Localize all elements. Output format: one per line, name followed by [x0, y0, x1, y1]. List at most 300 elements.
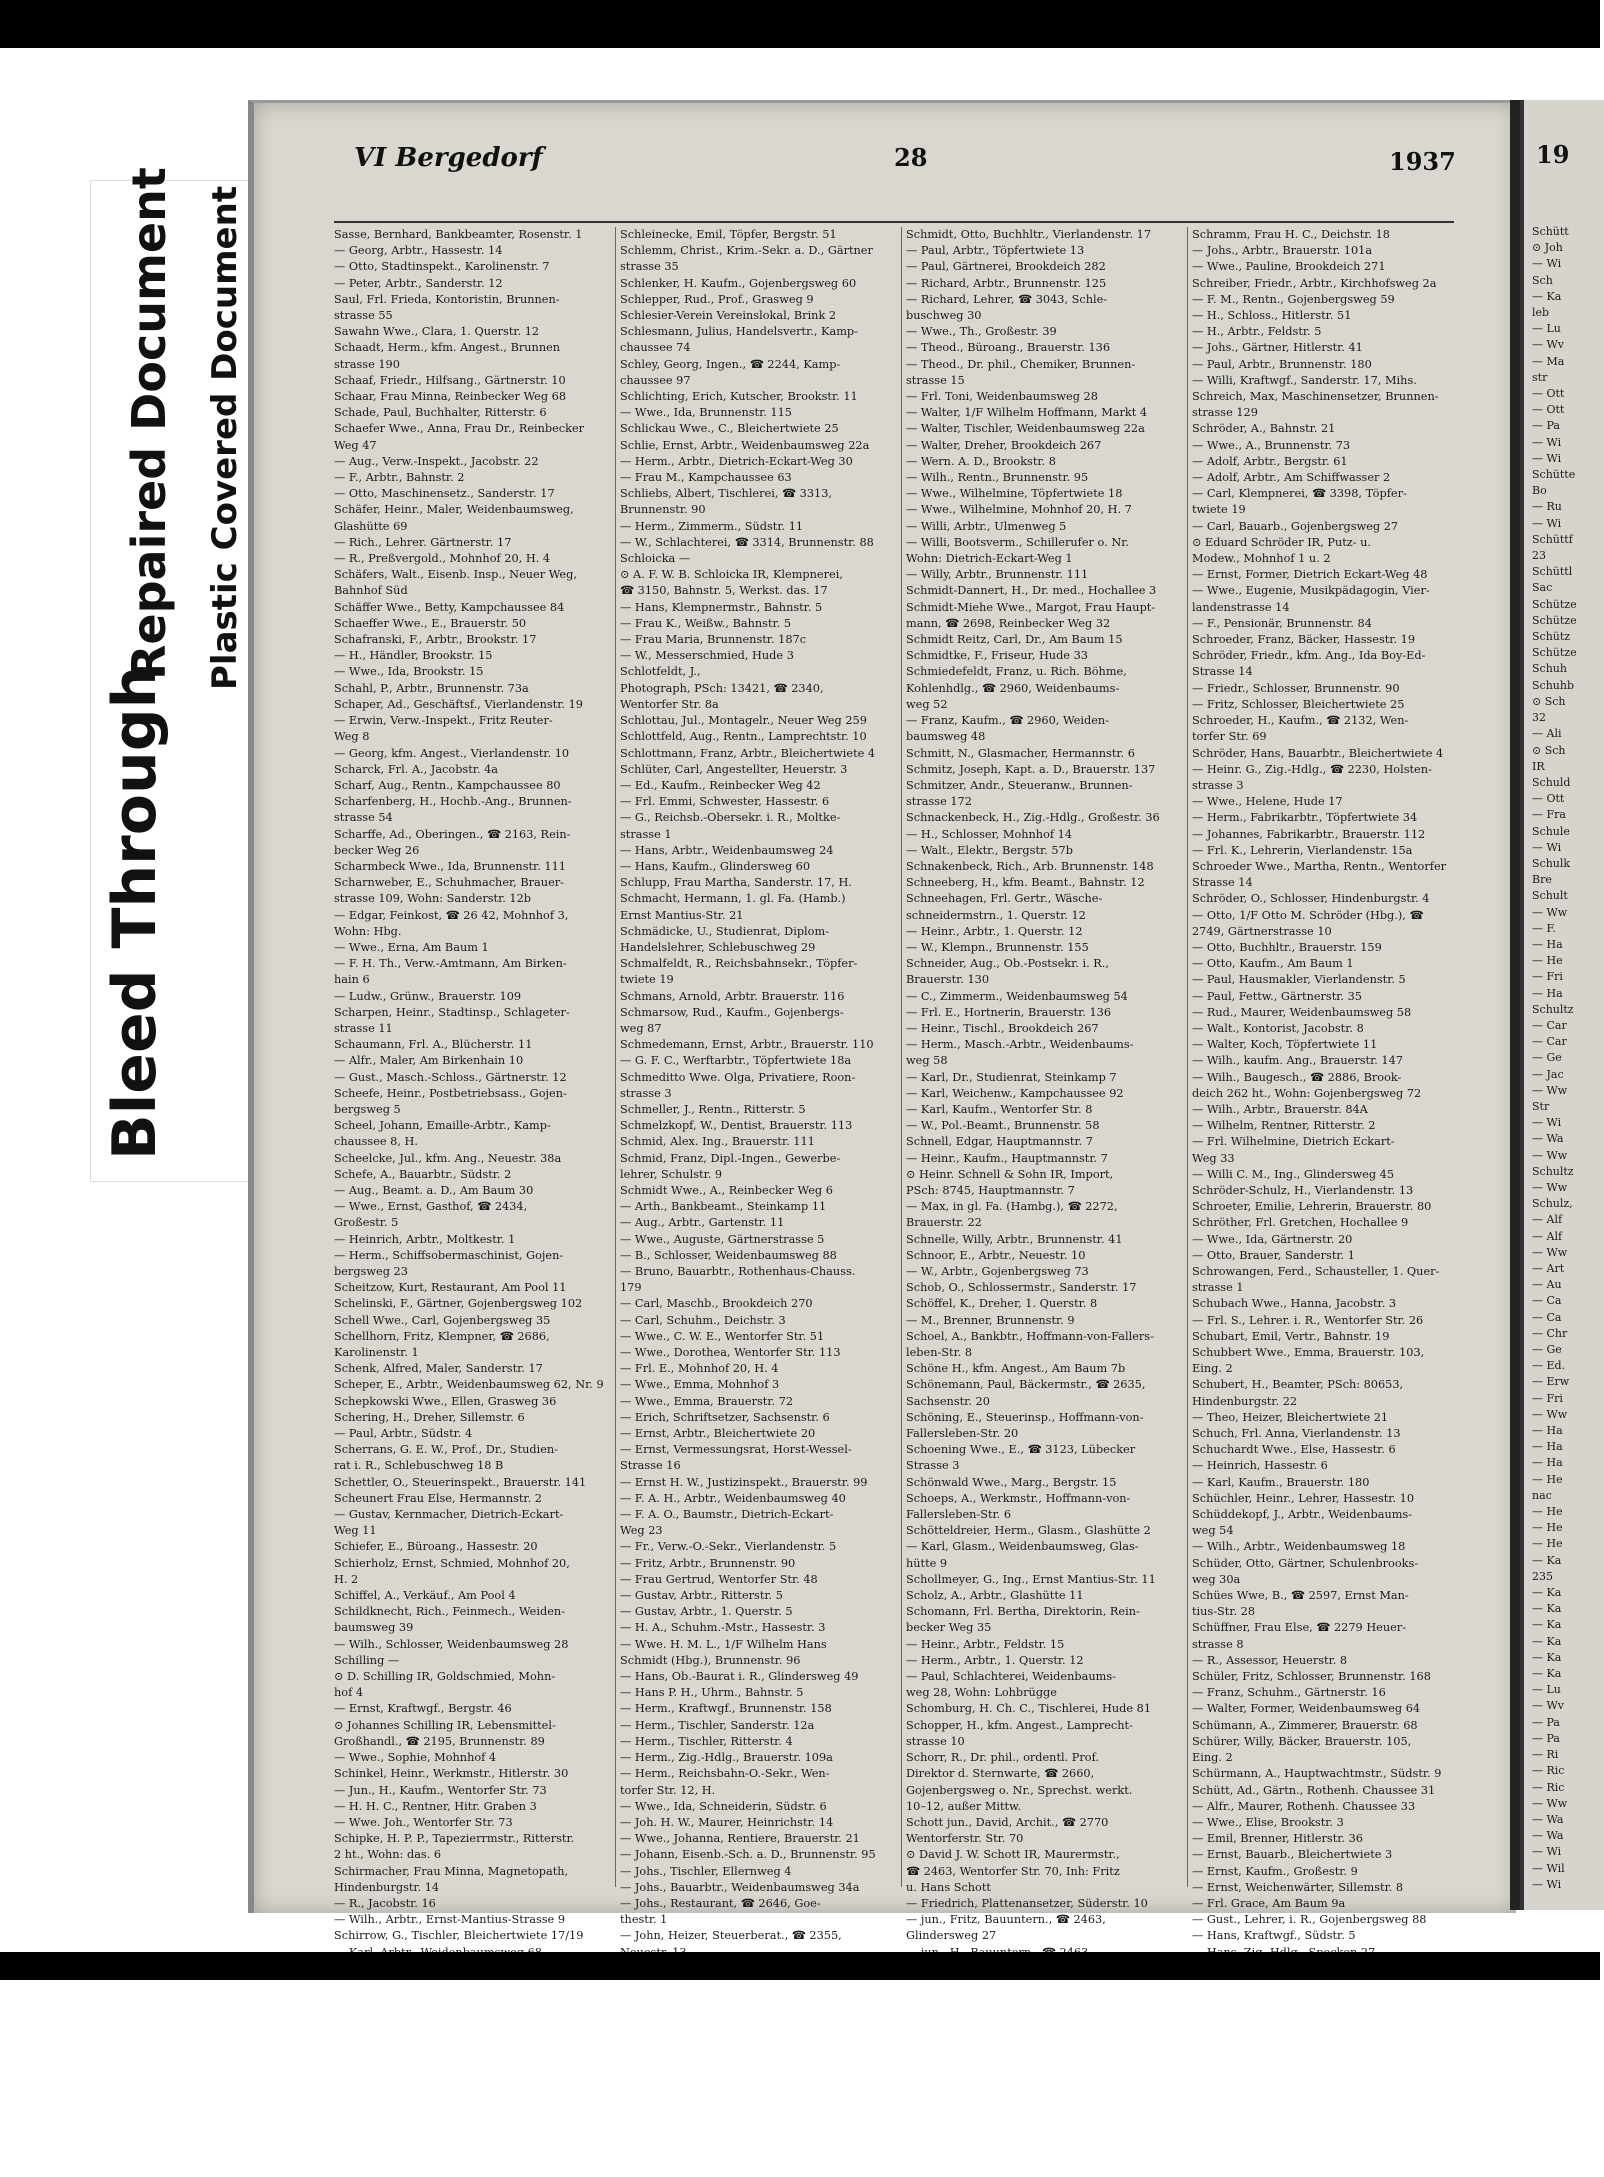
next-page-entry: — Lu	[1532, 322, 1561, 336]
directory-entry: Schroeder, Franz, Bäcker, Hassestr. 19	[1192, 633, 1416, 647]
next-page-entry: — Wi	[1532, 257, 1562, 271]
directory-entry: strasse 15	[906, 373, 965, 387]
directory-entry: — Ernst, Kaufm., Großestr. 9	[1192, 1864, 1358, 1878]
directory-entry: — Frl. Emmi, Schwester, Hassestr. 6	[620, 795, 830, 809]
next-page-entry: — Ma	[1532, 354, 1565, 368]
directory-entry: — F. A. O., Baumstr., Dietrich-Eckart-	[620, 1508, 834, 1522]
directory-entry: Schreich, Max, Maschinensetzer, Brunnen-	[1192, 390, 1439, 404]
directory-entry: strasse 55	[334, 309, 393, 323]
directory-entry: — Karl, Weichenw., Kampchaussee 92	[906, 1086, 1124, 1100]
directory-entry: — Wwe., Erna, Am Baum 1	[334, 940, 489, 954]
directory-entry: Direktor d. Sternwarte, ☎ 2660,	[906, 1767, 1095, 1781]
directory-entry: Schötteldreier, Herm., Glasm., Glashütte 2	[906, 1524, 1151, 1538]
directory-entry: — Wilhelm, Rentner, Ritterstr. 2	[1192, 1119, 1376, 1133]
directory-entry: — Wilh., Arbtr., Brauerstr. 84A	[1192, 1102, 1368, 1116]
directory-entry: Eing. 2	[1192, 1751, 1233, 1765]
directory-entry: — Carl, Maschb., Brookdeich 270	[620, 1297, 813, 1311]
next-page-entry: — Ge	[1532, 1343, 1562, 1357]
directory-entry: Schneehagen, Frl. Gertr., Wäsche-	[906, 892, 1103, 906]
directory-entry: strasse 172	[906, 795, 972, 809]
directory-entry: strasse 190	[334, 357, 400, 371]
next-page-entry: — Lu	[1532, 1683, 1561, 1697]
next-page-entry: — He	[1532, 1472, 1563, 1486]
directory-entry: — Walt., Elektr., Bergstr. 57b	[906, 843, 1073, 857]
directory-entry: — H., Arbtr., Feldstr. 5	[1192, 325, 1322, 339]
directory-entry: Schmidt-Dannert, H., Dr. med., Hochallee 3	[906, 584, 1157, 598]
directory-entry: Schüddekopf, J., Arbtr., Weidenbaums-	[1192, 1508, 1413, 1522]
next-page-entry: — Ali	[1532, 727, 1562, 741]
next-page-entry: — Ru	[1532, 500, 1562, 514]
directory-entry: — Walt., Kontorist, Jacobstr. 8	[1192, 1021, 1364, 1035]
directory-entry: — Gustav, Arbtr., 1. Querstr. 5	[620, 1605, 793, 1619]
directory-entry: Scherrans, G. E. W., Prof., Dr., Studien-	[334, 1443, 558, 1457]
scan-border-bottom	[0, 1952, 1600, 1980]
directory-entry: strasse 3	[1192, 778, 1244, 792]
next-page-entry: str	[1532, 370, 1548, 384]
directory-entry: — Wwe., Emma, Mohnhof 3	[620, 1378, 780, 1392]
directory-entry: Fallersleben-Str. 6	[906, 1508, 1012, 1522]
label-repaired-document: Repaired Document	[122, 167, 176, 680]
next-page-entry: — Ka	[1532, 1618, 1562, 1632]
next-page-entry: — Ca	[1532, 1310, 1562, 1324]
next-page-entry: — Wi	[1532, 1845, 1562, 1859]
directory-entry: — Fritz, Arbtr., Brunnenstr. 90	[620, 1556, 796, 1570]
directory-entry: Schubbert Wwe., Emma, Brauerstr. 103,	[1192, 1346, 1425, 1360]
directory-entry: Schaper, Ad., Geschäftsf., Vierlandenstr. 19	[334, 697, 583, 711]
directory-entry: Schlesmann, Julius, Handelsvertr., Kamp-	[620, 325, 858, 339]
directory-entry: — Frl. Toni, Weidenbaumsweg 28	[906, 390, 1098, 404]
column-1	[334, 227, 612, 1943]
directory-entry: Schley, Georg, Ingen., ☎ 2244, Kamp-	[620, 357, 841, 371]
directory-entry: Schleinecke, Emil, Töpfer, Bergstr. 51	[620, 228, 837, 241]
next-page-entry: Schütt	[1532, 225, 1569, 238]
next-page-entry: — Ka	[1532, 1667, 1562, 1681]
directory-entry: — Otto, Stadtinspekt., Karolinenstr. 7	[334, 260, 550, 274]
directory-entry: strasse 129	[1192, 406, 1258, 420]
directory-entry: — Wwe., C. W. E., Wentorfer Str. 51	[620, 1329, 825, 1343]
directory-entry: strasse 1	[620, 827, 672, 841]
directory-entry: Schnell, Edgar, Hauptmannstr. 7	[906, 1135, 1093, 1149]
directory-entry: Schlie, Ernst, Arbtr., Weidenbaumsweg 22a	[620, 438, 870, 452]
directory-entry: Schröder, A., Bahnstr. 21	[1192, 422, 1336, 436]
directory-entry: Schloicka —	[620, 552, 691, 566]
directory-entry: — Erich, Schriftsetzer, Sachsenstr. 6	[620, 1410, 830, 1424]
next-page-entry: — Fra	[1532, 808, 1566, 822]
directory-entry: Schaadt, Herm., kfm. Angest., Brunnen	[334, 341, 561, 355]
directory-entry: — Herm., Tischler, Sanderstr. 12a	[620, 1718, 815, 1732]
directory-entry: Schröder, Hans, Bauarbtr., Bleichertwiete 4	[1192, 746, 1444, 760]
next-page-entry: — Ott	[1532, 387, 1565, 401]
directory-entry: Schmitz, Joseph, Kapt. a. D., Brauerstr. 137	[906, 762, 1156, 776]
directory-entry: Strasse 14	[1192, 665, 1253, 679]
directory-entry: — R., Preßvergold., Mohnhof 20, H. 4	[334, 552, 551, 566]
directory-entry: — Theo, Heizer, Bleichertwiete 21	[1192, 1410, 1389, 1424]
directory-entry: — Aug., Arbtr., Gartenstr. 11	[620, 1216, 785, 1230]
directory-entry: — F. H. Th., Verw.-Amtmann, Am Birken-	[334, 957, 567, 971]
next-page-entry: — Ka	[1532, 289, 1562, 303]
directory-entry: Handelslehrer, Schlebuschweg 29	[620, 940, 816, 954]
directory-entry: — Ernst H. W., Justizinspekt., Brauerstr. 99	[620, 1475, 868, 1489]
directory-entry: — Jun., H., Kaufm., Wentorfer Str. 73	[334, 1783, 547, 1797]
directory-entry: Schmidt Wwe., A., Reinbecker Weg 6	[620, 1183, 833, 1197]
next-page-entry: Schule	[1532, 824, 1570, 838]
directory-entry: — Otto, Buchhltr., Brauerstr. 159	[1192, 940, 1382, 954]
directory-entry: — Erwin, Verw.-Inspekt., Fritz Reuter-	[334, 714, 553, 728]
directory-entry: — Carl, Schuhm., Deichstr. 3	[620, 1313, 786, 1327]
next-page-entry: Schüttl	[1532, 565, 1573, 579]
directory-entry: strasse 3	[620, 1086, 672, 1100]
directory-entry: — Hans, Kraftwgf., Südstr. 5	[1192, 1929, 1356, 1943]
directory-entry: Brauerstr. 130	[906, 973, 990, 987]
directory-entry: — F., Arbtr., Bahnstr. 2	[334, 471, 465, 485]
directory-entry: Schoel, A., Bankbtr., Hoffmann-von-Fallers-	[906, 1329, 1154, 1343]
directory-entry: hütte 9	[906, 1556, 948, 1570]
directory-entry: Schmid, Franz, Dipl.-Ingen., Gewerbe-	[620, 1151, 841, 1165]
next-page-entry: — He	[1532, 1537, 1563, 1551]
directory-entry: weg 87	[620, 1021, 662, 1035]
directory-entry: Saul, Frl. Frieda, Kontoristin, Brunnen-	[334, 292, 560, 306]
section-title: VI Bergedorf	[354, 143, 543, 173]
directory-entry: H. 2	[334, 1572, 359, 1586]
directory-entry: Schmidt, Otto, Buchhltr., Vierlandenstr. 17	[906, 228, 1152, 241]
next-page-entry: Schultz	[1532, 1002, 1574, 1016]
directory-entry: Schröder-Schulz, H., Vierlandenstr. 13	[1192, 1183, 1414, 1197]
next-page-entry: — Ka	[1532, 1602, 1562, 1616]
directory-entry: Schomann, Frl. Bertha, Direktorin, Rein-	[906, 1605, 1140, 1619]
next-page-entry: — Ww	[1532, 1796, 1568, 1810]
directory-entry: — Frl. Grace, Am Baum 9a	[1192, 1896, 1346, 1910]
directory-entry: — Johann, Eisenb.-Sch. a. D., Brunnenstr. 95	[620, 1848, 876, 1862]
header-rule	[334, 221, 1454, 223]
directory-entry: — H., Schlosser, Mohnhof 14	[906, 827, 1073, 841]
next-page-entry: — Ka	[1532, 1553, 1562, 1567]
directory-entry: Schmans, Arnold, Arbtr. Brauerstr. 116	[620, 989, 845, 1003]
label-bleed-through: Bleed Through	[100, 665, 170, 1160]
directory-entry: Schäfers, Walt., Eisenb. Insp., Neuer Weg,	[334, 568, 577, 582]
directory-entry: — Heinrich, Hassestr. 6	[1192, 1459, 1328, 1473]
directory-entry: — Paul, Gärtnerei, Brookdeich 282	[906, 260, 1106, 274]
directory-entry: Schöning, E., Steuerinsp., Hoffmann-von-	[906, 1410, 1144, 1424]
directory-entry: — Herm., Zimmerm., Südstr. 11	[620, 519, 804, 533]
next-page-entry: — He	[1532, 954, 1563, 968]
directory-entry: — Frau M., Kampchaussee 63	[620, 471, 792, 485]
directory-entry: — Wwe., Eugenie, Musikpädagogin, Vier-	[1192, 584, 1430, 598]
directory-entry: — Heinr., Arbtr., Feldstr. 15	[906, 1637, 1065, 1651]
next-page-entry: Schulz,	[1532, 1197, 1573, 1211]
directory-entry: — Herm., Tischler, Ritterstr. 4	[620, 1734, 793, 1748]
directory-entry: — Aug., Beamt. a. D., Am Baum 30	[334, 1183, 534, 1197]
directory-entry: Schoening Wwe., E., ☎ 3123, Lübecker	[906, 1443, 1136, 1457]
directory-entry: — Heinr., Kaufm., Hauptmannstr. 7	[906, 1151, 1108, 1165]
next-page-entry: — Ka	[1532, 1586, 1562, 1600]
directory-entry: — Frl. E., Hortnerin, Brauerstr. 136	[906, 1005, 1112, 1019]
directory-entry: weg 58	[906, 1054, 948, 1068]
next-page-entry: — Jac	[1532, 1067, 1564, 1081]
directory-entry: baumsweg 48	[906, 730, 986, 744]
directory-entry: Schade, Paul, Buchhalter, Ritterstr. 6	[334, 406, 547, 420]
directory-entry: Schmidtke, F., Friseur, Hude 33	[906, 649, 1088, 663]
next-page-entry: — Chr	[1532, 1326, 1568, 1340]
directory-entry: — Willi C. M., Ing., Glindersweg 45	[1192, 1167, 1395, 1181]
directory-entry: Schaumann, Frl. A., Blücherstr. 11	[334, 1038, 533, 1052]
directory-entry: Scharpen, Heinr., Stadtinsp., Schlageter-	[334, 1005, 570, 1019]
directory-entry: — Ernst, Weichenwärter, Sillemstr. 8	[1192, 1880, 1404, 1894]
directory-entry: Schmidt (Hbg.), Brunnenstr. 96	[620, 1653, 801, 1667]
directory-entry: Schlotfeldt, J.,	[620, 665, 701, 679]
directory-entry: — Herm., Fabrikarbtr., Töpfertwiete 34	[1192, 811, 1418, 825]
directory-entry: — Wwe., Wilhelmine, Mohnhof 20, H. 7	[906, 503, 1132, 517]
directory-entry: — Wilh., Rentn., Brunnenstr. 95	[906, 471, 1089, 485]
column-4	[1192, 227, 1470, 1943]
directory-entry: — Wwe., Auguste, Gärtnerstrasse 5	[620, 1232, 825, 1246]
directory-entry: — Frau K., Weißw., Bahnstr. 5	[620, 616, 792, 630]
directory-entry: Schubart, Emil, Vertr., Bahnstr. 19	[1192, 1329, 1390, 1343]
directory-entry: — Hans P. H., Uhrm., Bahnstr. 5	[620, 1686, 804, 1700]
directory-entry: Schlottmann, Franz, Arbtr., Bleichertwiete 4	[620, 746, 876, 760]
directory-entry: Brauerstr. 22	[906, 1216, 982, 1230]
directory-entry: Karolinenstr. 1	[334, 1346, 419, 1360]
directory-entry: — Heinrich, Arbtr., Moltkestr. 1	[334, 1232, 516, 1246]
next-page-entry: — Ww	[1532, 1407, 1568, 1421]
directory-entry: — Wwe., Ernst, Gasthof, ☎ 2434,	[334, 1200, 528, 1214]
directory-entry: — Ernst, Arbtr., Bleichertwiete 20	[620, 1427, 816, 1441]
directory-entry: Modew., Mohnhof 1 u. 2	[1192, 552, 1331, 566]
directory-entry: Schroeder Wwe., Martha, Rentn., Wentorfer	[1192, 859, 1447, 873]
directory-entry: — Paul, Fettw., Gärtnerstr. 35	[1192, 989, 1362, 1003]
next-page-entry: — Fri	[1532, 970, 1563, 984]
directory-entry: Photograph, PSch: 13421, ☎ 2340,	[620, 681, 824, 695]
next-page-entry: Schultz	[1532, 1164, 1574, 1178]
directory-entry: Schüler, Fritz, Schlosser, Brunnenstr. 168	[1192, 1670, 1431, 1684]
directory-entry: — H. H. C., Rentner, Hitr. Graben 3	[334, 1799, 537, 1813]
directory-entry: — Karl, Glasm., Weidenbaumsweg, Glas-	[906, 1540, 1139, 1554]
directory-entry: — Ernst, Vermessungsrat, Horst-Wessel-	[620, 1443, 852, 1457]
next-page-entry: — Ha	[1532, 1440, 1563, 1454]
next-page-entry: — Au	[1532, 1278, 1562, 1292]
directory-entry: twiete 19	[1192, 503, 1246, 517]
directory-entry: Schliebs, Albert, Tischlerei, ☎ 3313,	[620, 487, 833, 501]
directory-entry: Scharfenberg, H., Hochb.-Ang., Brunnen-	[334, 795, 572, 809]
next-page-entry: Sch	[1532, 273, 1553, 287]
next-page-entry: — Pa	[1532, 1731, 1560, 1745]
directory-entry: — Wwe., Johanna, Rentiere, Brauerstr. 21	[620, 1832, 860, 1846]
next-page-entry: — Wi	[1532, 451, 1562, 465]
directory-entry: chaussee 97	[620, 373, 691, 387]
directory-entry: Schopper, H., kfm. Angest., Lamprecht-	[906, 1718, 1133, 1732]
next-page-entry: — Ed.	[1532, 1359, 1566, 1373]
next-page-entry: — Wi	[1532, 435, 1562, 449]
directory-entry: Schaar, Frau Minna, Reinbecker Weg 68	[334, 390, 567, 404]
directory-entry: Schering, H., Dreher, Sillemstr. 6	[334, 1410, 525, 1424]
directory-entry: — Herm., Masch.-Arbtr., Weidenbaums-	[906, 1038, 1134, 1052]
directory-entry: Schroeter, Emilie, Lehrerin, Brauerstr. 80	[1192, 1200, 1432, 1214]
next-page-entry: 235	[1532, 1569, 1553, 1583]
directory-entry: — Franz, Schuhm., Gärtnerstr. 16	[1192, 1686, 1386, 1700]
directory-entry: — Peter, Arbtr., Sanderstr. 12	[334, 276, 503, 290]
directory-entry: Schirrow, G., Tischler, Bleichertwiete 17/19	[334, 1929, 584, 1943]
directory-entry: — Georg, kfm. Angest., Vierlandenstr. 10	[334, 746, 570, 760]
directory-entry: — Max, in gl. Fa. (Hambg.), ☎ 2272,	[906, 1200, 1118, 1214]
directory-entry: Fallersleben-Str. 20	[906, 1427, 1019, 1441]
directory-entry: Schnelle, Willy, Arbtr., Brunnenstr. 41	[906, 1232, 1123, 1246]
directory-entry: Glindersweg 27	[906, 1929, 997, 1943]
directory-entry: Schöne H., kfm. Angest., Am Baum 7b	[906, 1362, 1126, 1376]
directory-entry: Scharck, Frl. A., Jacobstr. 4a	[334, 762, 499, 776]
directory-entry: Weg 23	[620, 1524, 663, 1538]
directory-entry: Schönwald Wwe., Marg., Bergstr. 15	[906, 1475, 1117, 1489]
directory-entry: Schmalfeldt, R., Reichsbahnsekr., Töpfer-	[620, 957, 858, 971]
directory-entry: baumsweg 39	[334, 1621, 414, 1635]
directory-entry: — Herm., Zig.-Hdlg., Brauerstr. 109a	[620, 1751, 833, 1765]
next-page-entry: — Ge	[1532, 1051, 1562, 1065]
directory-entry: Schnoor, E., Arbtr., Neuestr. 10	[906, 1248, 1086, 1262]
next-page-entry: Schütze	[1532, 613, 1577, 627]
directory-entry: Schlesier-Verein Vereinslokal, Brink 2	[620, 309, 837, 323]
directory-entry: — Wilh., Schlosser, Weidenbaumsweg 28	[334, 1637, 569, 1651]
directory-entry: Scheitzow, Kurt, Restaurant, Am Pool 11	[334, 1281, 567, 1295]
next-page-entry: — Ww	[1532, 1083, 1568, 1097]
next-page-entry: — Ott	[1532, 792, 1565, 806]
directory-entry: Schneider, Aug., Ob.-Postsekr. i. R.,	[906, 957, 1109, 971]
directory-entry: — Aug., Verw.-Inspekt., Jacobstr. 22	[334, 454, 539, 468]
next-page-entry: — Wi	[1532, 840, 1562, 854]
directory-entry: — Wwe., A., Brunnenstr. 73	[1192, 438, 1351, 452]
directory-entry: Schlottfeld, Aug., Rentn., Lamprechtstr. 10	[620, 730, 867, 744]
next-page-number: 19	[1536, 140, 1570, 169]
directory-entry: Schramm, Frau H. C., Deichstr. 18	[1192, 228, 1390, 241]
directory-entry: — Frl. K., Lehrerin, Vierlandenstr. 15a	[1192, 843, 1413, 857]
directory-entry: Wohn: Dietrich-Eckart-Weg 1	[906, 552, 1073, 566]
directory-entry: Weg 8	[334, 730, 370, 744]
directory-entry: — Wwe., Emma, Brauerstr. 72	[620, 1394, 794, 1408]
directory-entry: Schmid, Alex. Ing., Brauerstr. 111	[620, 1135, 815, 1149]
directory-entry: — Wilh., kaufm. Ang., Brauerstr. 147	[1192, 1054, 1403, 1068]
directory-entry: — W., Messerschmied, Hude 3	[620, 649, 794, 663]
directory-entry: Schäfer, Heinr., Maler, Weidenbaumsweg,	[334, 503, 574, 517]
next-page-entry: — Ww	[1532, 1180, 1568, 1194]
directory-entry: — Wwe., Sophie, Mohnhof 4	[334, 1751, 497, 1765]
directory-entry: — Wwe., Ida, Brunnenstr. 115	[620, 406, 792, 420]
directory-entry: Schafranski, F., Arbtr., Brookstr. 17	[334, 633, 537, 647]
next-page-column	[1532, 224, 1602, 1893]
directory-entry: Schnackenbeck, H., Zig.-Hdlg., Großestr. 36	[906, 811, 1160, 825]
directory-entry: — Walter, Dreher, Brookdeich 267	[906, 438, 1102, 452]
directory-entry: Schroeder, H., Kaufm., ☎ 2132, Wen-	[1192, 714, 1409, 728]
directory-entry: — Wilh., Arbtr., Ernst-Mantius-Strasse 9	[334, 1913, 566, 1927]
directory-entry: Schäffer Wwe., Betty, Kampchaussee 84	[334, 600, 565, 614]
directory-entry: Schnakenbeck, Rich., Arb. Brunnenstr. 148	[906, 859, 1154, 873]
directory-entry: Strasse 16	[620, 1459, 681, 1473]
directory-entry: Eing. 2	[1192, 1362, 1233, 1376]
directory-entry: — Gust., Lehrer, i. R., Gojenbergsweg 88	[1192, 1913, 1427, 1927]
next-page-entry: — Wil	[1532, 1861, 1565, 1875]
directory-entry: — Paul, Arbtr., Brunnenstr. 180	[1192, 357, 1372, 371]
label-plastic-covered-document: Plastic Covered Document	[205, 185, 245, 690]
directory-entry: chaussee 8, H.	[334, 1135, 418, 1149]
directory-entry: — Wern. A. D., Brookstr. 8	[906, 454, 1056, 468]
directory-entry: — Wilh., Baugesch., ☎ 2886, Brook-	[1192, 1070, 1402, 1084]
directory-entry: Schröder, O., Schlosser, Hindenburgstr. 4	[1192, 892, 1430, 906]
next-page-entry: — Ott	[1532, 403, 1565, 417]
directory-entry: Schubert, H., Beamter, PSch: 80653,	[1192, 1378, 1404, 1392]
directory-entry: — H. A., Schuhm.-Mstr., Hassestr. 3	[620, 1621, 826, 1635]
directory-entry: — F., Pensionär, Brunnenstr. 84	[1192, 616, 1372, 630]
directory-entry: strasse 11	[334, 1021, 393, 1035]
directory-entry: Schubach Wwe., Hanna, Jacobstr. 3	[1192, 1297, 1397, 1311]
directory-entry: — Carl, Klempnerei, ☎ 3398, Töpfer-	[1192, 487, 1407, 501]
directory-entry: Weg 47	[334, 438, 377, 452]
directory-entry: Ernst Mantius-Str. 21	[620, 908, 744, 922]
directory-entry: — Wwe. H. M. L., 1/F Wilhelm Hans	[620, 1637, 827, 1651]
directory-entry: Schuch, Frl. Anna, Vierlandenstr. 13	[1192, 1427, 1401, 1441]
directory-entry: Schröder, Friedr., kfm. Ang., Ida Boy-Ed-	[1192, 649, 1426, 663]
directory-entry: 10–12, außer Mittw.	[906, 1799, 1021, 1813]
directory-entry: — Wwe., Wilhelmine, Töpfertwiete 18	[906, 487, 1123, 501]
directory-entry: Schröther, Frl. Gretchen, Hochallee 9	[1192, 1216, 1409, 1230]
directory-entry: Schettler, O., Steuerinspekt., Brauerstr. 141	[334, 1475, 587, 1489]
directory-entry: Schmitt, N., Glasmacher, Hermannstr. 6	[906, 746, 1135, 760]
directory-entry: — H., Schloss., Hitlerstr. 51	[1192, 309, 1352, 323]
next-page-entry: 23	[1532, 549, 1546, 563]
directory-entry: — Willi, Arbtr., Ulmenweg 5	[906, 519, 1067, 533]
next-page-entry: — Ca	[1532, 1294, 1562, 1308]
directory-entry: — Wwe., Ida, Brookstr. 15	[334, 665, 484, 679]
next-page-entry: — Ha	[1532, 986, 1563, 1000]
directory-entry: Schüder, Otto, Gärtner, Schulenbrooks-	[1192, 1556, 1419, 1570]
directory-entry: Schürer, Willy, Bäcker, Brauerstr. 105,	[1192, 1734, 1412, 1748]
next-page-entry: — Wv	[1532, 338, 1565, 352]
next-page-entry: — Ka	[1532, 1650, 1562, 1664]
directory-entry: Schütt, Ad., Gärtn., Rothenh. Chaussee 31	[1192, 1783, 1436, 1797]
directory-entry: 179	[620, 1281, 642, 1295]
directory-entry: Scharmbeck Wwe., Ida, Brunnenstr. 111	[334, 859, 566, 873]
directory-entry: — Johs., Tischler, Ellernweg 4	[620, 1864, 792, 1878]
directory-entry: Schaeffer Wwe., E., Brauerstr. 50	[334, 616, 527, 630]
directory-entry: Bahnhof Süd	[334, 584, 408, 598]
next-page-entry: — Alf	[1532, 1213, 1563, 1227]
next-page-entry: — Ha	[1532, 937, 1563, 951]
next-page-entry: — Wa	[1532, 1812, 1564, 1826]
directory-entry: Schlupp, Frau Martha, Sanderstr. 17, H.	[620, 876, 852, 890]
next-page-entry: — Wi	[1532, 1877, 1562, 1891]
directory-entry: Schlepper, Rud., Prof., Grasweg 9	[620, 292, 814, 306]
directory-entry: — Karl, Dr., Studienrat, Steinkamp 7	[906, 1070, 1117, 1084]
directory-entry: Schott jun., David, Archit., ☎ 2770	[906, 1815, 1109, 1829]
directory-entry: — Willy, Arbtr., Brunnenstr. 111	[906, 568, 1089, 582]
directory-entry: Brunnenstr. 90	[620, 503, 706, 517]
next-page-entry: ⊙ Sch	[1532, 694, 1566, 708]
directory-entry: — Johs., Gärtner, Hitlerstr. 41	[1192, 341, 1363, 355]
directory-entry: strasse 54	[334, 811, 393, 825]
next-page-entry: — Pa	[1532, 419, 1560, 433]
directory-entry: Wohn: Hbg.	[334, 924, 402, 938]
directory-entry: 2749, Gärtnerstrasse 10	[1192, 924, 1332, 938]
next-page-entry: — He	[1532, 1521, 1563, 1535]
directory-entry: bergsweg 23	[334, 1265, 408, 1278]
directory-entry: ⊙ Johannes Schilling IR, Lebensmittel-	[334, 1718, 556, 1732]
directory-entry: schneidermstrn., 1. Querstr. 12	[906, 908, 1086, 922]
directory-entry: Schahl, P., Arbtr., Brunnenstr. 73a	[334, 681, 529, 695]
directory-entry: Schaefer Wwe., Anna, Frau Dr., Reinbecker	[334, 422, 585, 436]
directory-entry: Schlottau, Jul., Montagelr., Neuer Weg 259	[620, 714, 867, 728]
directory-entry: — W., Schlachterei, ☎ 3314, Brunnenstr. 88	[620, 535, 874, 549]
directory-entry: Schmeditto Wwe. Olga, Privatiere, Roon-	[620, 1070, 856, 1084]
directory-entry: — Otto, Kaufm., Am Baum 1	[1192, 957, 1354, 971]
directory-entry: — Wwe., Ida, Gärtnerstr. 20	[1192, 1232, 1353, 1246]
next-page-entry: — Ric	[1532, 1764, 1565, 1778]
directory-entry: — Richard, Arbtr., Brunnenstr. 125	[906, 276, 1107, 290]
directory-entry: Schildknecht, Rich., Feinmech., Weiden-	[334, 1605, 565, 1619]
